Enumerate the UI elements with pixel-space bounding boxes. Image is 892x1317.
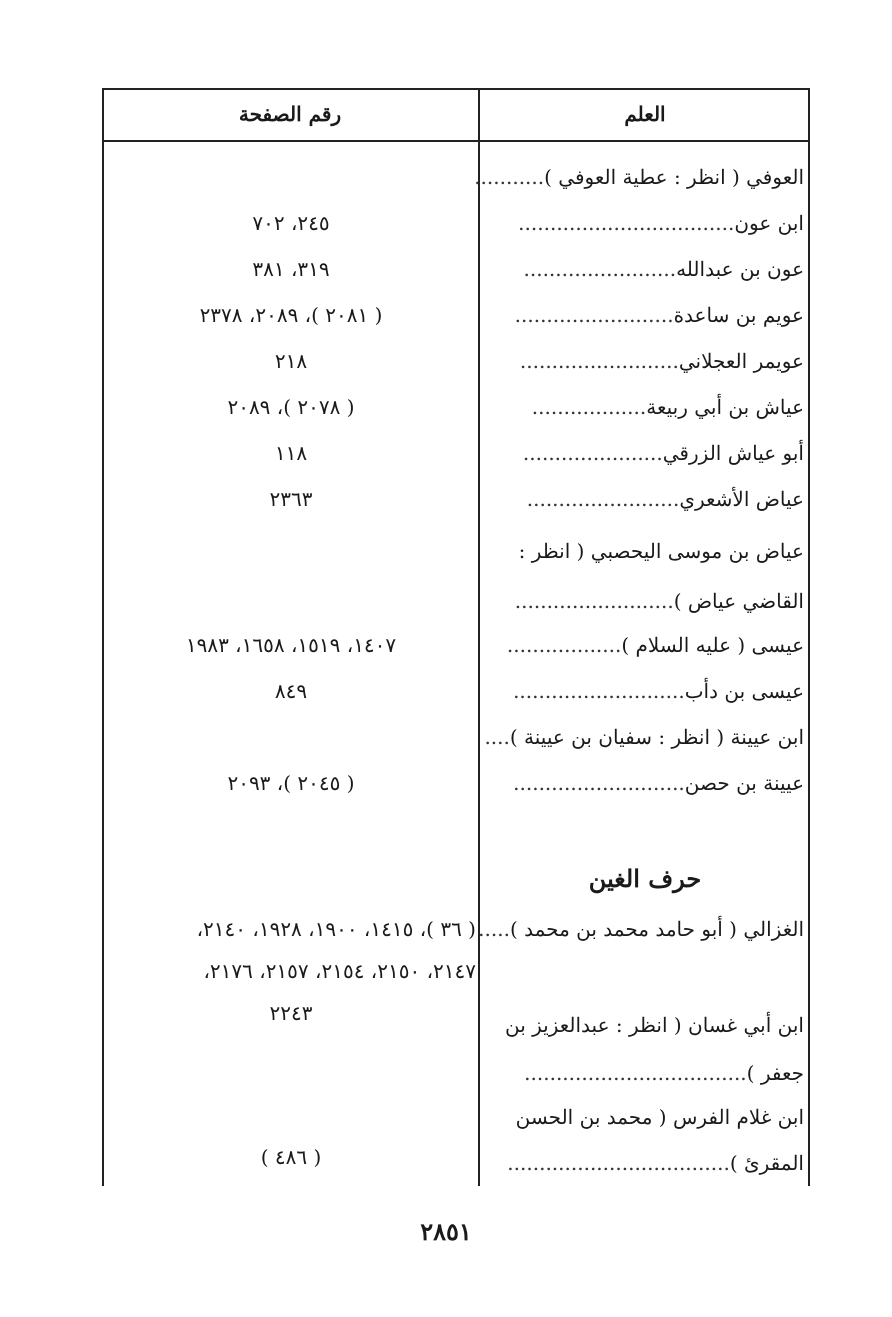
leader-dots: .................. xyxy=(531,395,647,419)
entry-pages xyxy=(106,1050,476,1096)
entry-name: عيينة بن حصن xyxy=(684,771,804,795)
index-row xyxy=(0,384,892,430)
entry-name: عيسى ( عليه السلام ) xyxy=(621,633,804,657)
index-row xyxy=(0,246,892,292)
index-row xyxy=(0,430,892,476)
entry-name: الغزالي ( أبو حامد محمد بن محمد ) xyxy=(509,917,804,941)
entry-pages: ( ٢٠٤٥ )، ٢٠٩٣ xyxy=(227,771,355,795)
leader-dots: .................................. xyxy=(518,211,735,235)
leader-dots: ........... xyxy=(474,165,545,189)
header-pages-column: رقم الصفحة xyxy=(238,102,342,126)
index-row xyxy=(0,154,892,200)
entry-pages: ١١٨ xyxy=(274,441,308,465)
index-row xyxy=(0,948,892,994)
leader-dots: ................................... xyxy=(507,1151,730,1175)
page-number: ٢٨٥١ xyxy=(420,1217,472,1246)
header-name-column: العلم xyxy=(624,102,666,126)
entry-name: جعفر ) xyxy=(746,1061,804,1085)
entry-name: عياض الأشعري xyxy=(679,487,804,511)
entry-name: عياش بن أبي ربيعة xyxy=(646,395,804,419)
entry-name: عويمر العجلاني xyxy=(678,349,804,373)
leader-dots: ................................... xyxy=(524,1061,747,1085)
index-row xyxy=(0,714,892,760)
entry-pages: ( ٤٨٦ ) xyxy=(260,1145,322,1169)
entry-pages: ( ٣٦ )، ١٤١٥، ١٩٠٠، ١٩٢٨، ٢١٤٠، xyxy=(196,917,476,941)
section-heading: حرف الغين xyxy=(588,864,702,893)
index-row xyxy=(0,578,892,624)
entry-pages: ( ٢٠٧٨ )، ٢٠٨٩ xyxy=(227,395,355,419)
entry-name: عيسى بن دأب xyxy=(684,679,804,703)
entry-name: العوفي ( انظر : عطية العوفي ) xyxy=(544,165,804,189)
leader-dots: ..... xyxy=(478,917,510,941)
entry-pages xyxy=(106,528,476,574)
leader-dots: .... xyxy=(484,725,510,749)
entry-pages: ٢٤٥، ٧٠٢ xyxy=(252,211,330,235)
index-row xyxy=(0,528,892,574)
leader-dots: ......................... xyxy=(519,349,679,373)
index-row xyxy=(0,1002,892,1048)
entry-name: ابن غلام الفرس ( محمد بن الحسن xyxy=(515,1105,804,1129)
index-row xyxy=(0,338,892,384)
leader-dots: ........................ xyxy=(523,257,677,281)
entry-pages: ( ٢٠٨١ )، ٢٠٨٩، ٢٣٧٨ xyxy=(199,303,383,327)
leader-dots: ........................... xyxy=(513,771,685,795)
entry-name: ابن عون xyxy=(734,211,804,235)
entry-name: ابن عيينة ( انظر : سفيان بن عيينة ) xyxy=(509,725,804,749)
index-row xyxy=(0,622,892,668)
leader-dots: ......................... xyxy=(514,589,674,613)
index-row xyxy=(0,292,892,338)
entry-name: أبو عياش الزرقي xyxy=(662,441,804,465)
leader-dots: ......................... xyxy=(514,303,674,327)
entry-pages: ٣١٩، ٣٨١ xyxy=(252,257,330,281)
leader-dots: .................. xyxy=(506,633,622,657)
entry-name: عياض بن موسى اليحصبي ( انظر : xyxy=(518,539,804,563)
entry-pages xyxy=(106,154,476,200)
leader-dots: ...................... xyxy=(522,441,663,465)
entry-pages: ٢١٨ xyxy=(274,349,308,373)
entry-pages: ٨٤٩ xyxy=(274,679,308,703)
table-header xyxy=(102,88,810,142)
entry-pages: ٢٢٤٣ xyxy=(269,1001,313,1025)
index-row xyxy=(0,668,892,714)
index-row xyxy=(0,1140,892,1186)
entry-name: ابن أبي غسان ( انظر : عبدالعزيز بن xyxy=(504,1013,804,1037)
entry-name: عويم بن ساعدة xyxy=(673,303,804,327)
entry-name: عون بن عبدالله xyxy=(676,257,804,281)
entry-pages: ٢١٤٧، ٢١٥٠، ٢١٥٤، ٢١٥٧، ٢١٧٦، xyxy=(203,959,476,983)
index-row xyxy=(0,1050,892,1096)
leader-dots: ........................... xyxy=(513,679,685,703)
leader-dots: ........................ xyxy=(526,487,680,511)
entry-pages: ٢٣٦٣ xyxy=(269,487,313,511)
index-row xyxy=(0,760,892,806)
index-row xyxy=(0,476,892,522)
index-row xyxy=(0,906,892,952)
entry-pages xyxy=(106,714,476,760)
entry-pages: ١٤٠٧، ١٥١٩، ١٦٥٨، ١٩٨٣ xyxy=(185,633,397,657)
index-row xyxy=(0,200,892,246)
entry-pages xyxy=(106,578,476,624)
entry-name: المقرئ ) xyxy=(729,1151,804,1175)
entry-name: القاضي عياض ) xyxy=(673,589,804,613)
